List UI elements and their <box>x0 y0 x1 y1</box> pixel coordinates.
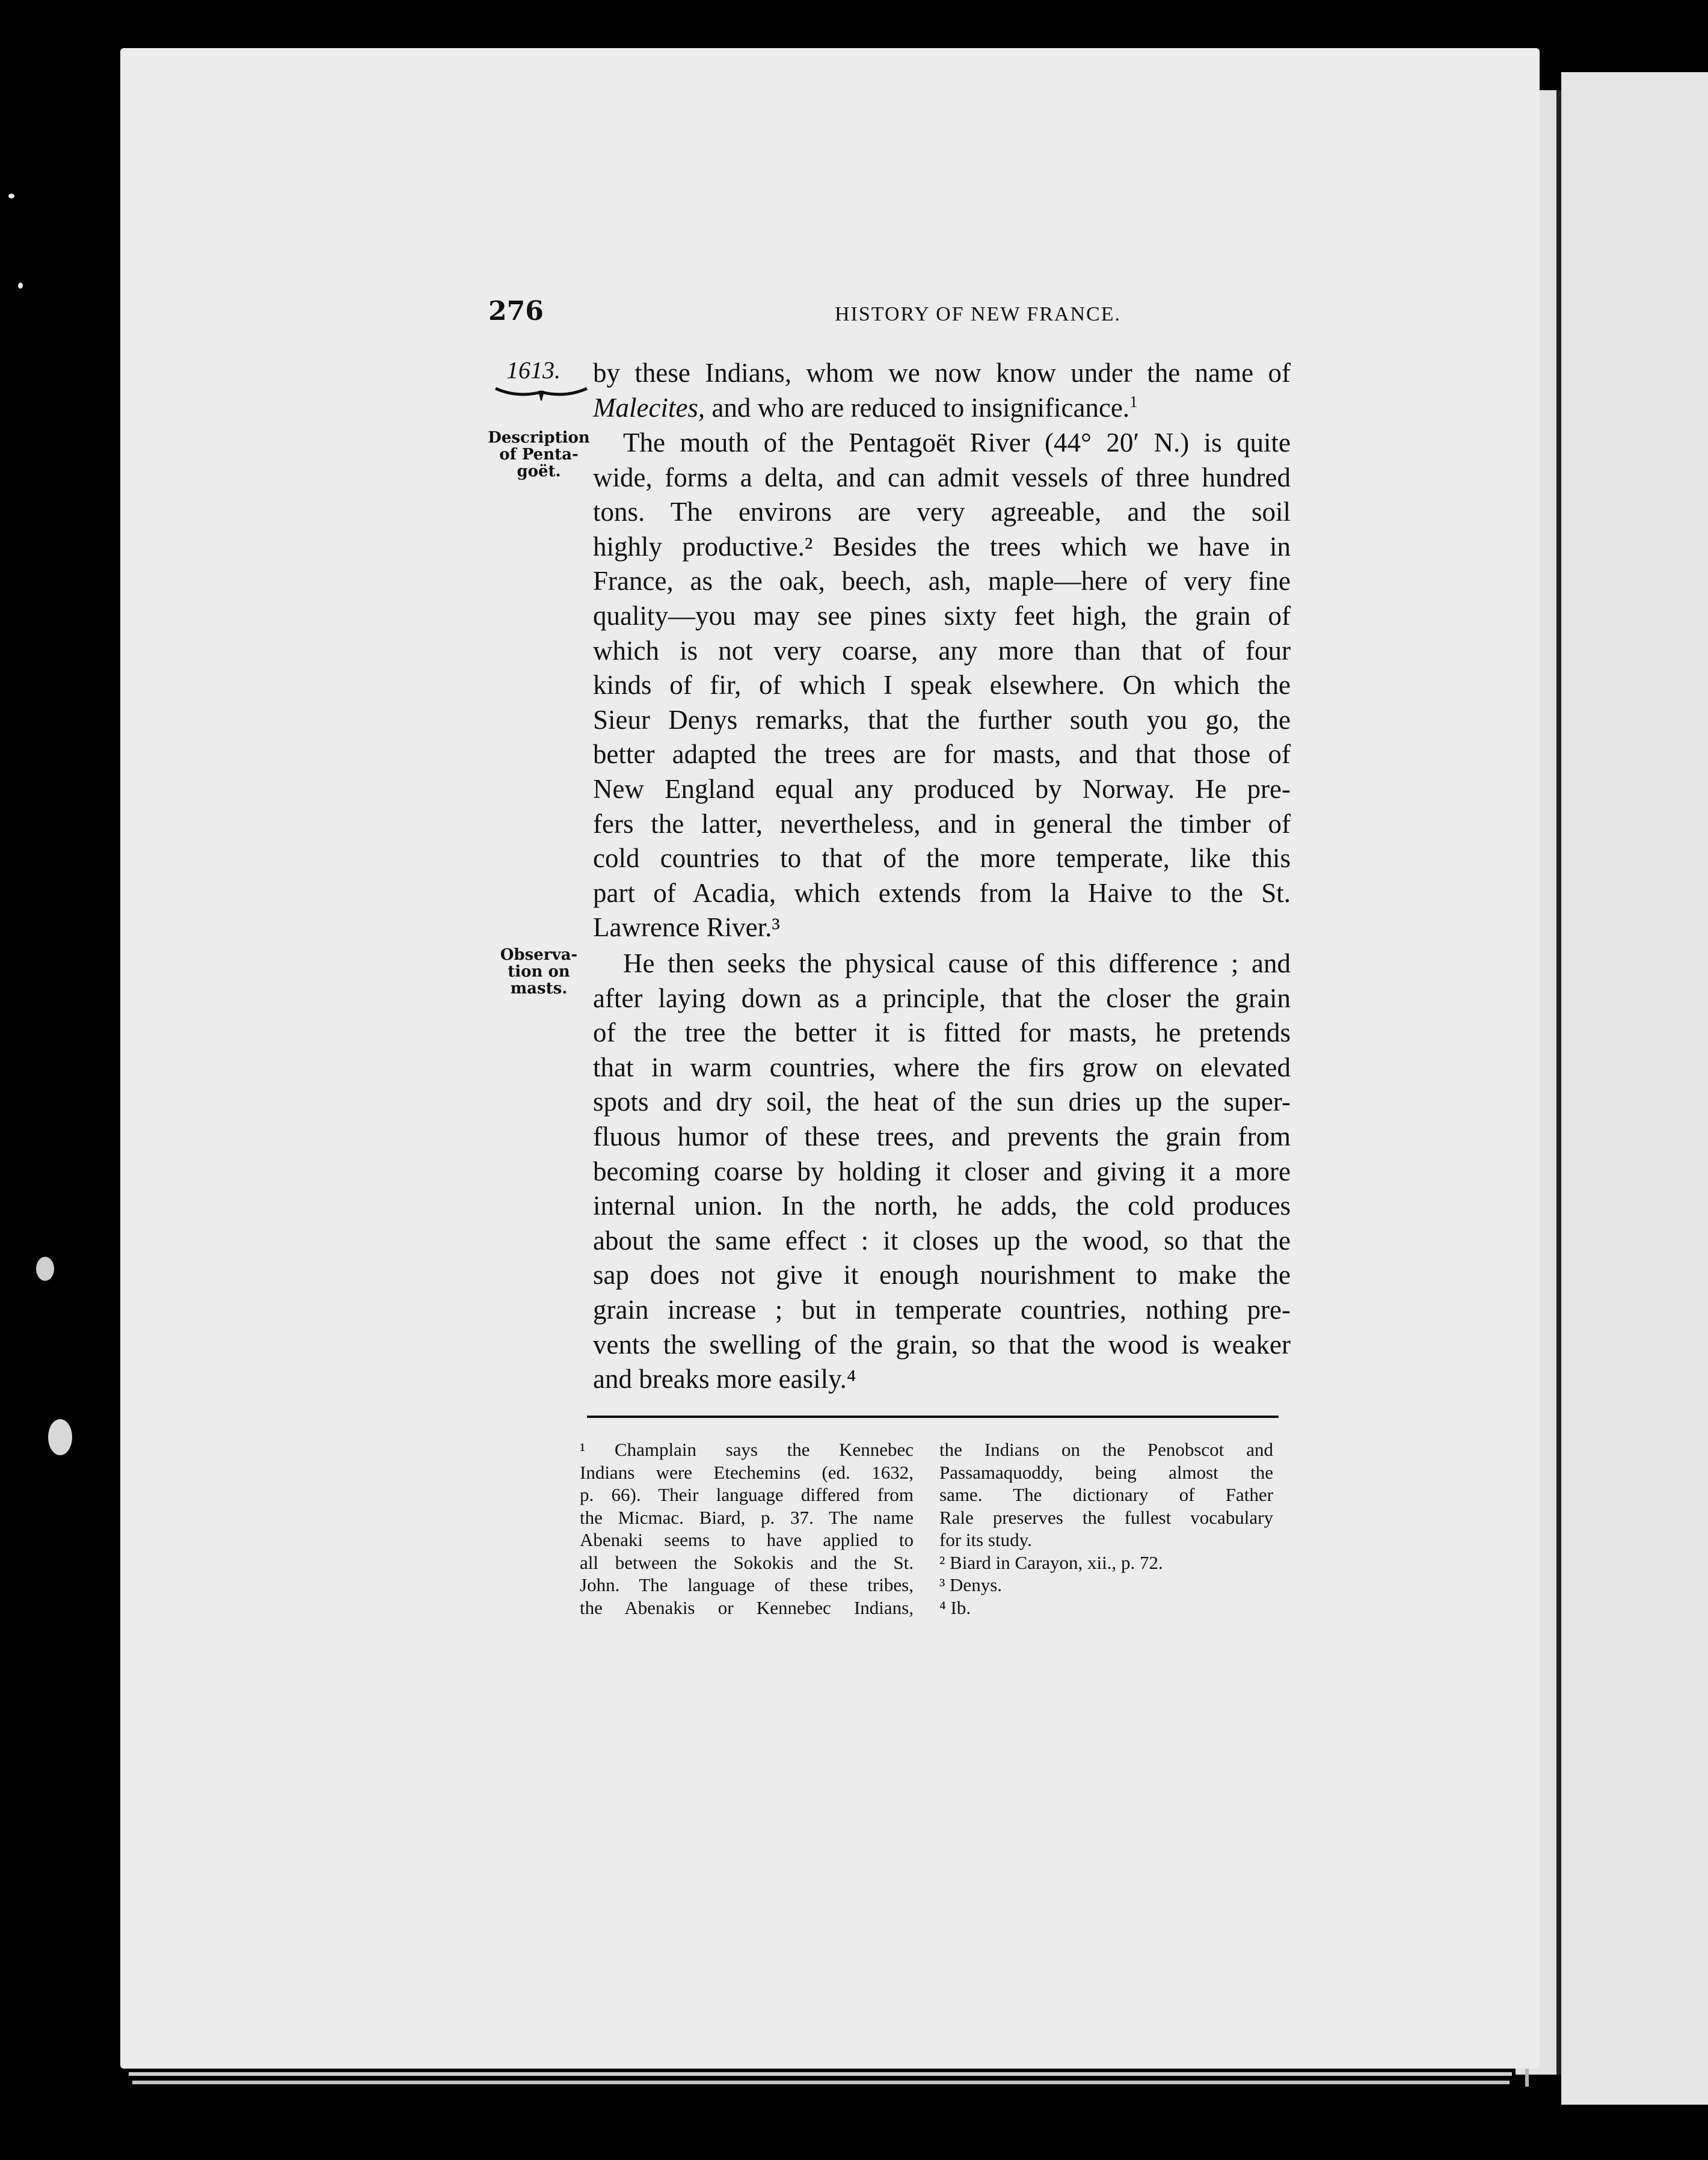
footnote-line: all between the Sokokis and the St. <box>580 1551 914 1573</box>
text-line: and breaks more easily.⁴ <box>593 1364 856 1394</box>
footnote-rule <box>587 1416 1279 1418</box>
paragraph-3 <box>593 947 1291 1397</box>
text-line: that in warm countries, where the firs grow on elevated <box>593 1052 1291 1082</box>
header-title: HISTORY OF NEW FRANCE. <box>835 303 1121 325</box>
text-line: kinds of fir, of which I speak elsewhere. On which the <box>593 670 1291 701</box>
sidenote-line: masts. <box>510 980 568 998</box>
text-line: Lawrence River.³ <box>593 912 780 943</box>
text-line: fers the latter, nevertheless, and in general the timber of <box>593 808 1291 839</box>
text-line: part of Acadia, which extends from la Haive to the St. <box>593 877 1291 908</box>
adjacent-page <box>1561 72 1708 2105</box>
footnote-line: ³ Denys. <box>939 1574 1003 1595</box>
text-line: New England equal any produced by Norway. He pre- <box>593 773 1291 804</box>
text-line: by these Indians, whom we now know under the name of <box>593 358 1291 388</box>
footnote-line: Indians were Etechemins (ed. 1632, <box>580 1461 914 1483</box>
scan-speck <box>48 1419 72 1455</box>
text-line: highly productive.² Besides the trees which we have in <box>593 531 1291 562</box>
text-line-italic-start: Malecites, and who are reduced to insignificance.$^1$ <box>593 392 1138 423</box>
footnote-line: p. 66). Their language differed from <box>580 1484 914 1505</box>
page-edge <box>132 2081 1510 2084</box>
paragraph-1 <box>593 356 1291 425</box>
footnote-line: ² Biard in Carayon, xii., p. 72. <box>939 1551 1163 1573</box>
sidenote-line: goët. <box>517 462 561 480</box>
text-line: quality—you may see pines sixty feet high, the grain of <box>593 600 1291 631</box>
text-line: which is not very coarse, any more than that of four <box>593 635 1291 666</box>
footnote-line: the Abenakis or Kennebec Indians, <box>580 1597 914 1618</box>
running-head <box>488 296 1121 332</box>
footnote-line: the Micmac. Biard, p. 37. The name <box>580 1506 914 1528</box>
margin-year: 1613. <box>506 357 561 384</box>
text-line: grain increase ; but in temperate countries, nothing pre- <box>593 1294 1291 1325</box>
sidenote-line: of Penta- <box>499 446 579 464</box>
scan-speck <box>18 283 23 289</box>
text-line: spots and dry soil, the heat of the sun dries up the super- <box>593 1087 1291 1117</box>
text-line: wide, forms a delta, and can admit vessels of three hundred <box>593 462 1291 492</box>
sidenote-line: tion on <box>508 963 570 981</box>
text-line: cold countries to that of the more temperate, like this <box>593 843 1291 874</box>
text-line: about the same effect : it closes up the wood, so that the <box>593 1225 1291 1256</box>
text-line: internal union. In the north, he adds, the cold produces <box>593 1191 1291 1221</box>
text-line: fluous humor of these trees, and prevents the grain from <box>593 1121 1291 1152</box>
page-number: 276 <box>488 296 544 327</box>
sidenote-line: Observa- <box>500 946 578 964</box>
footnotes-left-column <box>580 1438 914 1619</box>
italic-word: Malecites, <box>593 392 705 423</box>
footnote-line: ¹ Champlain says the Kennebec <box>580 1439 914 1460</box>
text-line: France, as the oak, beech, ash, maple—here of very fine <box>593 566 1291 597</box>
margin-brace-ornament <box>493 385 589 403</box>
footnote-line: Abenaki seems to have applied to <box>580 1529 914 1550</box>
text-line: after laying down as a principle, that the closer the grain <box>593 983 1291 1013</box>
text-line: sap does not give it enough nourishment to make the <box>593 1260 1291 1290</box>
footnote-line: the Indians on the Penobscot and <box>939 1439 1273 1460</box>
footnote-line: ⁴ Ib. <box>939 1597 971 1618</box>
gutter-divider <box>1556 90 1561 2075</box>
text-line: The mouth of the Pentagoët River (44° 20′ N.) is quite <box>623 428 1291 458</box>
text-line: Sieur Denys remarks, that the further south you go, the <box>593 704 1291 735</box>
sidenote-pentagoet <box>485 429 593 480</box>
text-line: He then seeks the physical cause of this difference ; and <box>623 948 1291 978</box>
scan-speck <box>36 1257 54 1281</box>
text-line: of the tree the better it is fitted for masts, he pretends <box>593 1017 1291 1048</box>
text-line: becoming coarse by holding it closer and giving it a more <box>593 1156 1291 1186</box>
paragraph-2 <box>593 426 1291 945</box>
text-line: better adapted the trees are for masts, and that those of <box>593 739 1291 770</box>
text-line: tons. The environs are very agreeable, and the soil <box>593 497 1291 527</box>
footnote-line: Rale preserves the fullest vocabulary <box>939 1506 1273 1528</box>
footnote-line: for its study. <box>939 1529 1032 1550</box>
scan-speck <box>8 194 14 198</box>
text-line: vents the swelling of the grain, so that the wood is weaker <box>593 1329 1291 1360</box>
footnotes-right-column <box>939 1438 1273 1619</box>
footnote-line: Passamaquoddy, being almost the <box>939 1461 1273 1483</box>
footnote-line: John. The language of these tribes, <box>580 1574 914 1595</box>
sidenote-line: Description <box>488 429 590 447</box>
sidenote-masts <box>485 947 593 997</box>
footnote-line: same. The dictionary of Father <box>939 1484 1273 1505</box>
page-edge <box>129 2072 1512 2076</box>
